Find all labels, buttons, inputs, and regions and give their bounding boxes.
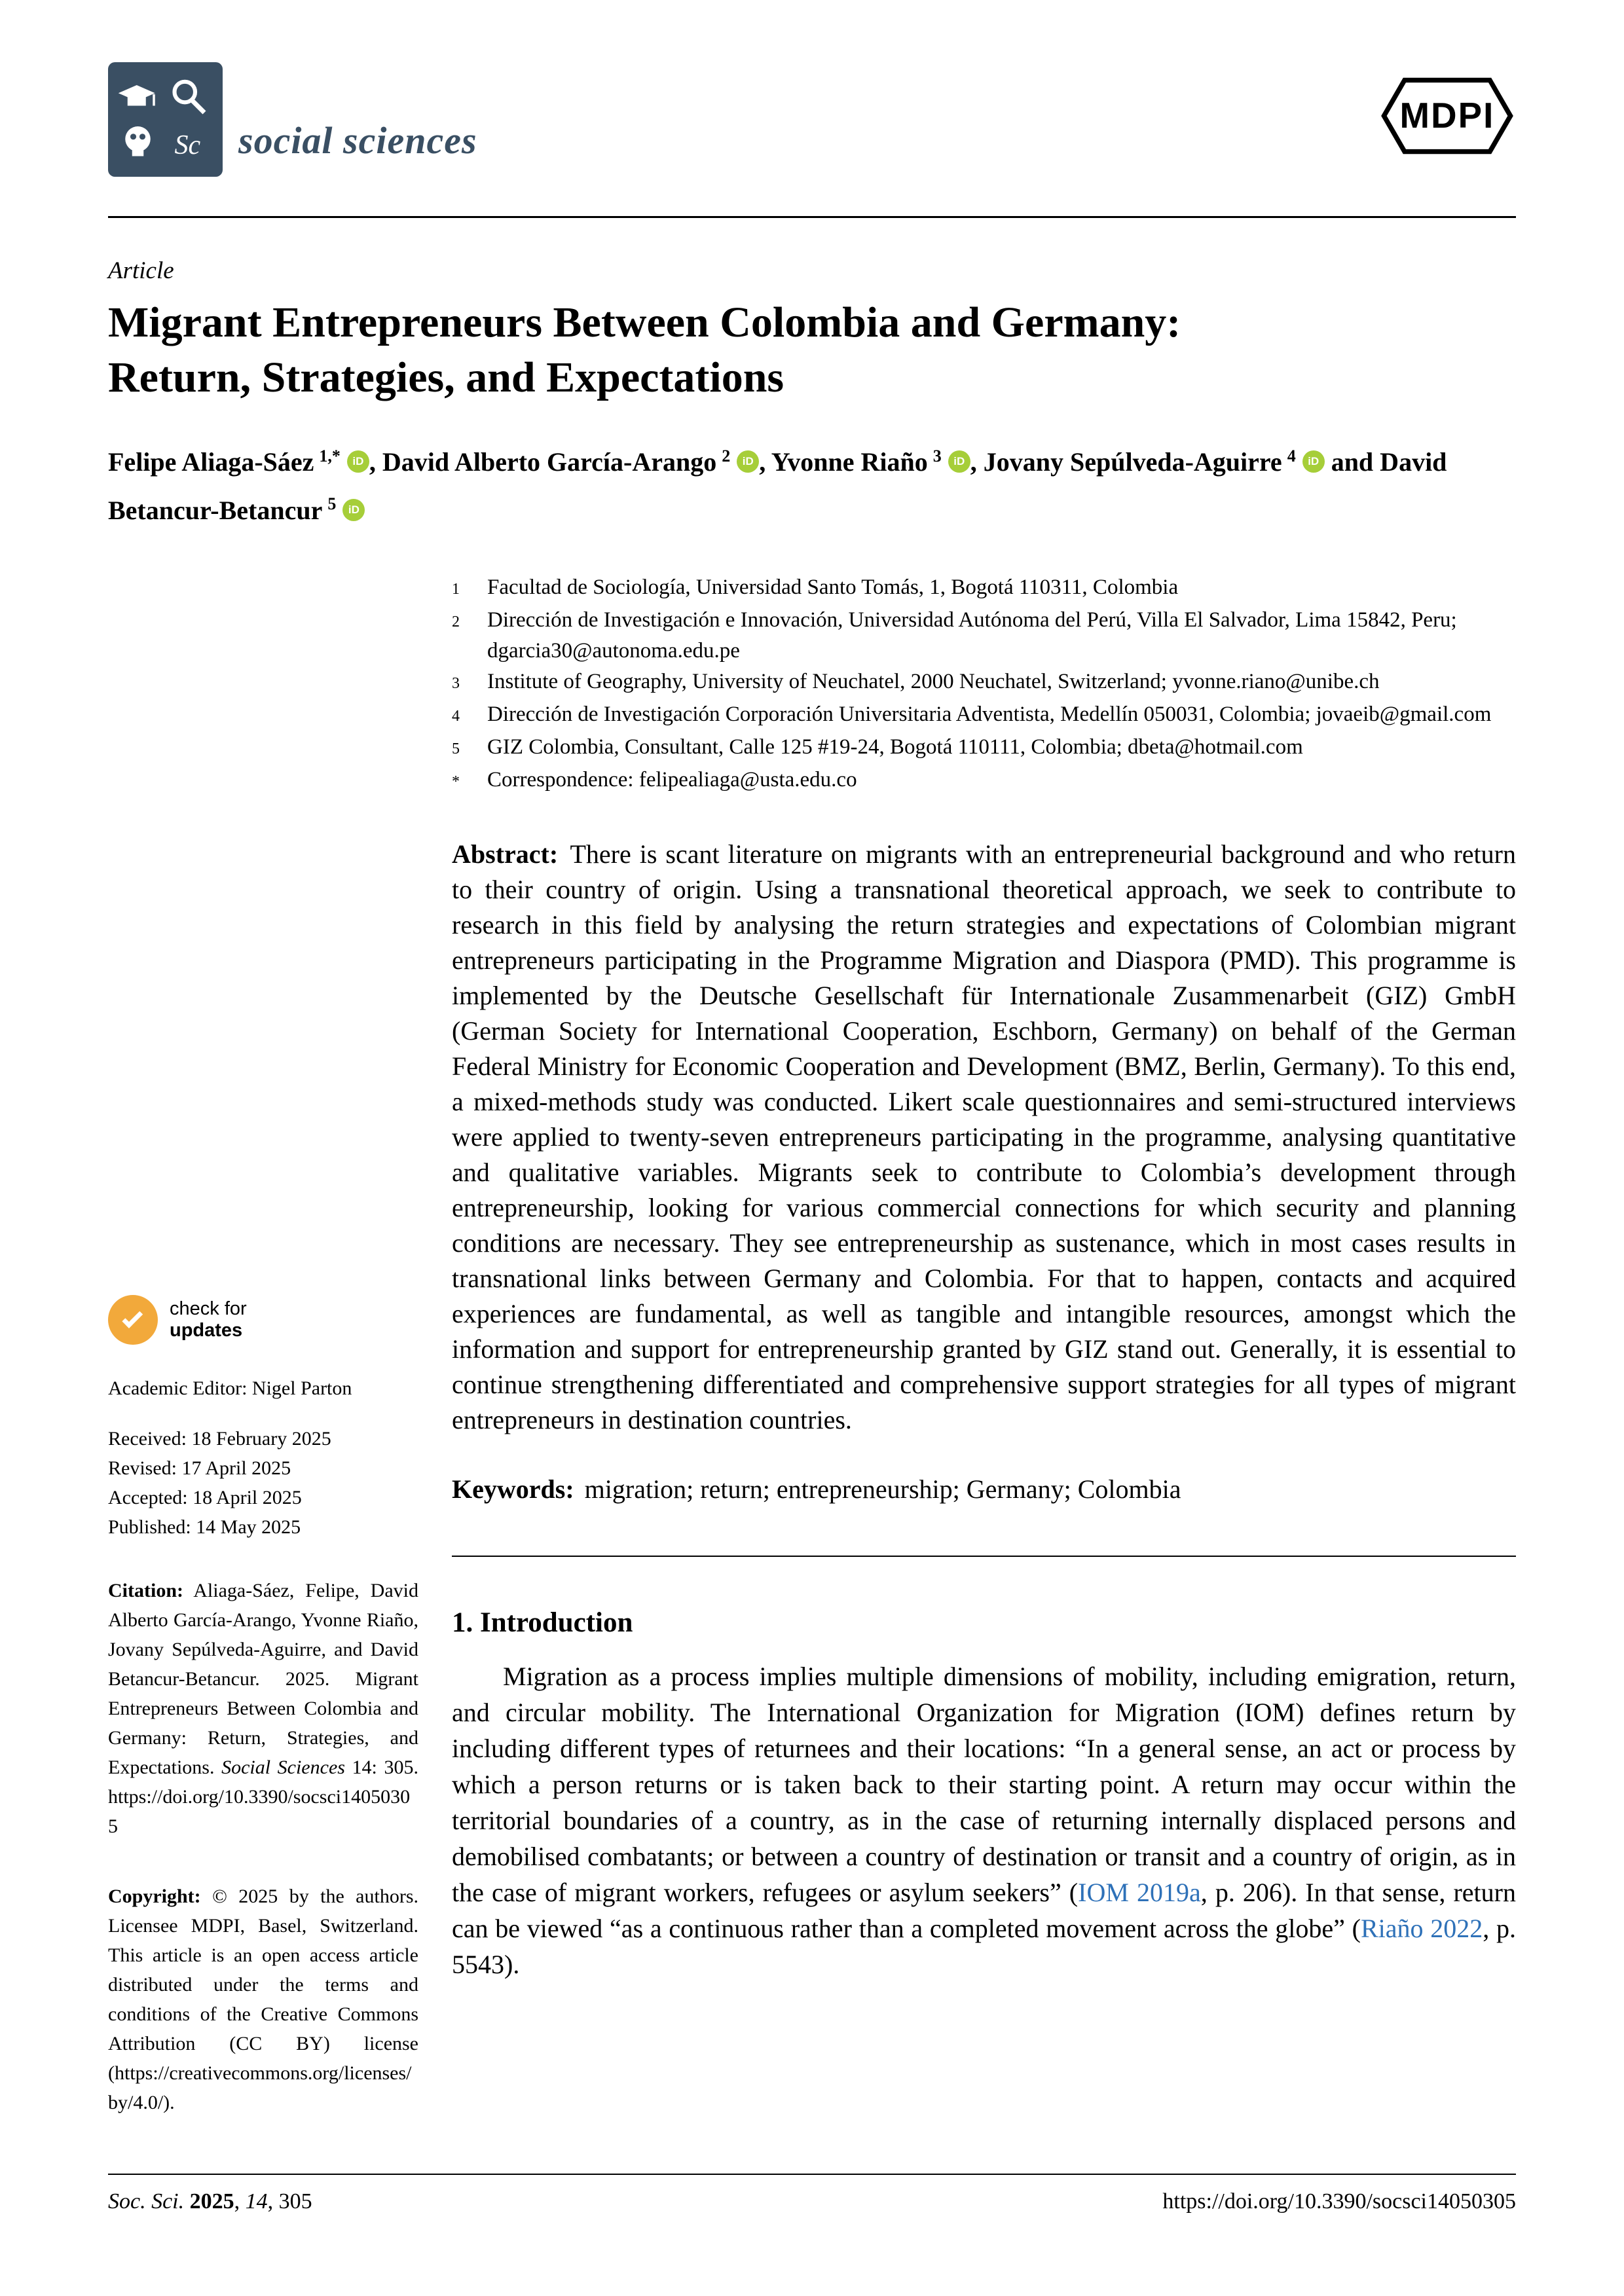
- affiliation-number: 3: [452, 674, 460, 692]
- badge-line-2: updates: [170, 1320, 243, 1341]
- abstract: [452, 837, 1516, 1438]
- journal-name: social sciences: [238, 119, 477, 162]
- page-header: [108, 62, 1516, 180]
- article-type-label: Article: [108, 257, 174, 284]
- abstract-label: Abstract:: [452, 839, 559, 869]
- affiliation-text: Institute of Geography, University of Neuchatel, 2000 Neuchatel, Switzerland; yvonne.riano@unibe.ch: [487, 669, 1380, 693]
- affiliation-row-1: [452, 572, 1516, 605]
- article-title-line-1: Migrant Entrepreneurs Between Colombia and Germany:: [108, 299, 1181, 346]
- footer-separator: ,: [234, 2189, 246, 2214]
- correspondence-row: [452, 765, 1516, 797]
- affiliation-text: Facultad de Sociología, Universidad Santo Tomás, 1, Bogotá 110311, Colombia: [487, 575, 1179, 599]
- affiliation-text: Dirección de Investigación e Innovación, Universidad Autónoma del Perú, Villa El Salvador, Lima 15842, Peru; dgarcia30@autonoma.edu.pe: [487, 608, 1457, 663]
- orcid-icon[interactable]: iD: [948, 450, 970, 473]
- svg-text:Sc: Sc: [174, 130, 201, 160]
- orcid-icon[interactable]: iD: [342, 499, 365, 521]
- author-2: [382, 447, 766, 477]
- correspondence-marker: *: [452, 773, 460, 790]
- keywords-label: Keywords:: [452, 1474, 574, 1504]
- keywords-divider: [452, 1556, 1516, 1557]
- author-affiliation-marker: 4: [1287, 446, 1296, 465]
- footer-year: 2025: [189, 2189, 234, 2214]
- affiliation-number: 4: [452, 707, 460, 725]
- section-heading-introduction: 1. Introduction: [452, 1607, 633, 1638]
- journal-brand: [108, 62, 477, 177]
- revised-date: Revised: 17 April 2025: [108, 1457, 291, 1479]
- academic-editor: Academic Editor: Nigel Parton: [108, 1377, 352, 1399]
- author-affiliation-marker: 1,*: [319, 446, 341, 465]
- orcid-icon[interactable]: iD: [1302, 450, 1325, 473]
- check-for-updates-label: [170, 1298, 247, 1341]
- article-sidebar: [108, 1295, 418, 2117]
- author-name: and David Betancur-Betancur: [108, 447, 1447, 525]
- introduction-paragraph: [452, 1658, 1516, 1982]
- affiliation-number: 5: [452, 740, 460, 757]
- page-footer: [108, 2174, 1516, 2214]
- affiliation-row-3: [452, 666, 1516, 699]
- copyright-text: © 2025 by the authors. Licensee MDPI, Basel, Switzerland. This article is an open access article distributed under the terms and conditions of the Creative Commons Attribution (CC BY) license (https://creativecommons.org/licenses/by/4.0/).: [108, 1886, 419, 2113]
- affiliation-text: Dirección de Investigación Corporación Universitaria Adventista, Medellín 050031, Colombia; jovaeib@gmail.com: [487, 702, 1492, 726]
- mdpi-logo: [1378, 74, 1516, 158]
- author-separator: ,: [369, 447, 376, 477]
- author-affiliation-marker: 5: [327, 494, 337, 514]
- check-for-updates-badge[interactable]: [108, 1295, 418, 1345]
- article-dates: [108, 1424, 418, 1542]
- doi-link[interactable]: https://doi.org/10.3390/socsci14050305: [1162, 2189, 1516, 2214]
- author-list: [108, 435, 1516, 532]
- author-3: [771, 447, 977, 477]
- article-title-line-2: Return, Strategies, and Expectations: [108, 354, 784, 401]
- mdpi-logo-text: MDPI: [1399, 95, 1495, 136]
- journal-citation-footer: [108, 2189, 312, 2214]
- affiliation-list: [452, 572, 1516, 797]
- check-icon: [108, 1295, 158, 1345]
- citation-text: Aliaga-Sáez, Felipe, David Alberto García-Arango, Yvonne Riaño, Jovany Sepúlveda-Aguirre, and David Betancur-Betancur. 2025. Migrant Entrepreneurs Between Colombia and Germany: Return, Strategies, and Expectations.: [108, 1580, 418, 1778]
- footer-divider: [108, 2174, 1516, 2175]
- citation-label: Citation:: [108, 1580, 183, 1601]
- paragraph-text: , p. 206). In that sense, return can be viewed “as a continuous rather than a completed movement across the globe” (: [452, 1877, 1516, 1943]
- author-4: [984, 447, 1325, 477]
- affiliation-number: 2: [452, 613, 460, 630]
- journal-logo-icon: [108, 62, 223, 177]
- copyright-info: [108, 1882, 418, 2117]
- affiliation-row-2: [452, 605, 1516, 666]
- keywords: [452, 1472, 1516, 1507]
- author-name: Yvonne Riaño: [771, 447, 928, 477]
- copyright-label: Copyright:: [108, 1886, 201, 1907]
- accepted-date: Accepted: 18 April 2025: [108, 1487, 302, 1508]
- citation-link-riano-2022[interactable]: Riaño 2022: [1360, 1913, 1483, 1943]
- published-date: Published: 14 May 2025: [108, 1516, 301, 1538]
- citation-volume-doi: 14: 305. https://doi.org/10.3390/socsci14050305: [108, 1757, 418, 1837]
- citation-link-iom-2019a[interactable]: IOM 2019a: [1078, 1877, 1201, 1907]
- author-name: Felipe Aliaga-Sáez: [108, 447, 314, 477]
- header-divider: [108, 216, 1516, 218]
- orcid-icon[interactable]: iD: [737, 450, 759, 473]
- abstract-text: There is scant literature on migrants with an entrepreneurial background and who return to their country of origin. Using a transnational theoretical approach, we seek to contribute to research in this field by analysing the return strategies and expectations of Colombian migrant entrepreneurs participating in the Programme Migration and Diaspora (PMD). This programme is implemented by the Deutsche Gesellschaft für Internationale Zusammenarbeit (GIZ) GmbH (German Society for International Cooperation, Eschborn, Germany) on behalf of the German Federal Ministry for Economic Cooperation and Development (BMZ, Berlin, Germany). To this end, a mixed-methods study was conducted. Likert scale questionnaires and semi-structured interviews were applied to twenty-seven entrepreneurs participating in the programme, analysing quantitative and qualitative variables. Migrants seek to contribute to Colombia’s development through entrepreneurship, looking for various commercial connections for which security and planning conditions are necessary. They see entrepreneurship as sustenance, which in most cases results in transnational links between Germany and Colombia. For that to happen, contacts and acquired experiences are fundamental, as well as tangible and intangible resources, amongst which the information and support for entrepreneurship granted by GIZ stand out. Generally, it is essential to continue strengthening differentiated and comprehensive support strategies for all types of migrant entrepreneurs in destination countries.: [452, 839, 1516, 1434]
- citation-info: [108, 1576, 418, 1841]
- keywords-text: migration; return; entrepreneurship; Germany; Colombia: [584, 1474, 1181, 1504]
- author-affiliation-marker: 3: [932, 446, 942, 465]
- received-date: Received: 18 February 2025: [108, 1428, 331, 1449]
- paragraph-text: Migration as a process implies multiple dimensions of mobility, including emigration, return, and circular mobility. The International Organization for Migration (IOM) defines return by including different types of returnees and their locations: “In a general sense, an act or process by which a person returns or is taken back to their starting point. A return may occur within the territorial boundaries of a country, as in the case of returning internally displaced persons and demobilised combatants; or between a country of destination or transit and a country of origin, as in the case of migrant workers, refugees or asylum seekers” (: [452, 1661, 1516, 1907]
- article-title: [108, 295, 1516, 405]
- affiliation-number: 1: [452, 580, 460, 598]
- author-separator: ,: [970, 447, 977, 477]
- affiliation-row-5: [452, 732, 1516, 765]
- footer-page: , 305: [267, 2189, 312, 2214]
- author-name: David Alberto García-Arango: [382, 447, 717, 477]
- footer-volume: 14: [245, 2189, 268, 2214]
- author-affiliation-marker: 2: [722, 446, 731, 465]
- author-name: Jovany Sepúlveda-Aguirre: [983, 447, 1282, 477]
- author-separator: ,: [759, 447, 766, 477]
- affiliation-text: GIZ Colombia, Consultant, Calle 125 #19-24, Bogotá 110111, Colombia; dbeta@hotmail.com: [487, 735, 1303, 759]
- footer-journal-abbr: Soc. Sci.: [108, 2189, 185, 2214]
- citation-journal: Social Sciences: [221, 1757, 345, 1778]
- correspondence-text: Correspondence: felipealiaga@usta.edu.co: [487, 767, 857, 792]
- affiliation-row-4: [452, 699, 1516, 732]
- paragraph-text: , p. 5543).: [452, 1913, 1517, 1979]
- badge-line-1: check for: [170, 1298, 247, 1319]
- author-1: [108, 447, 376, 477]
- orcid-icon[interactable]: iD: [347, 450, 369, 473]
